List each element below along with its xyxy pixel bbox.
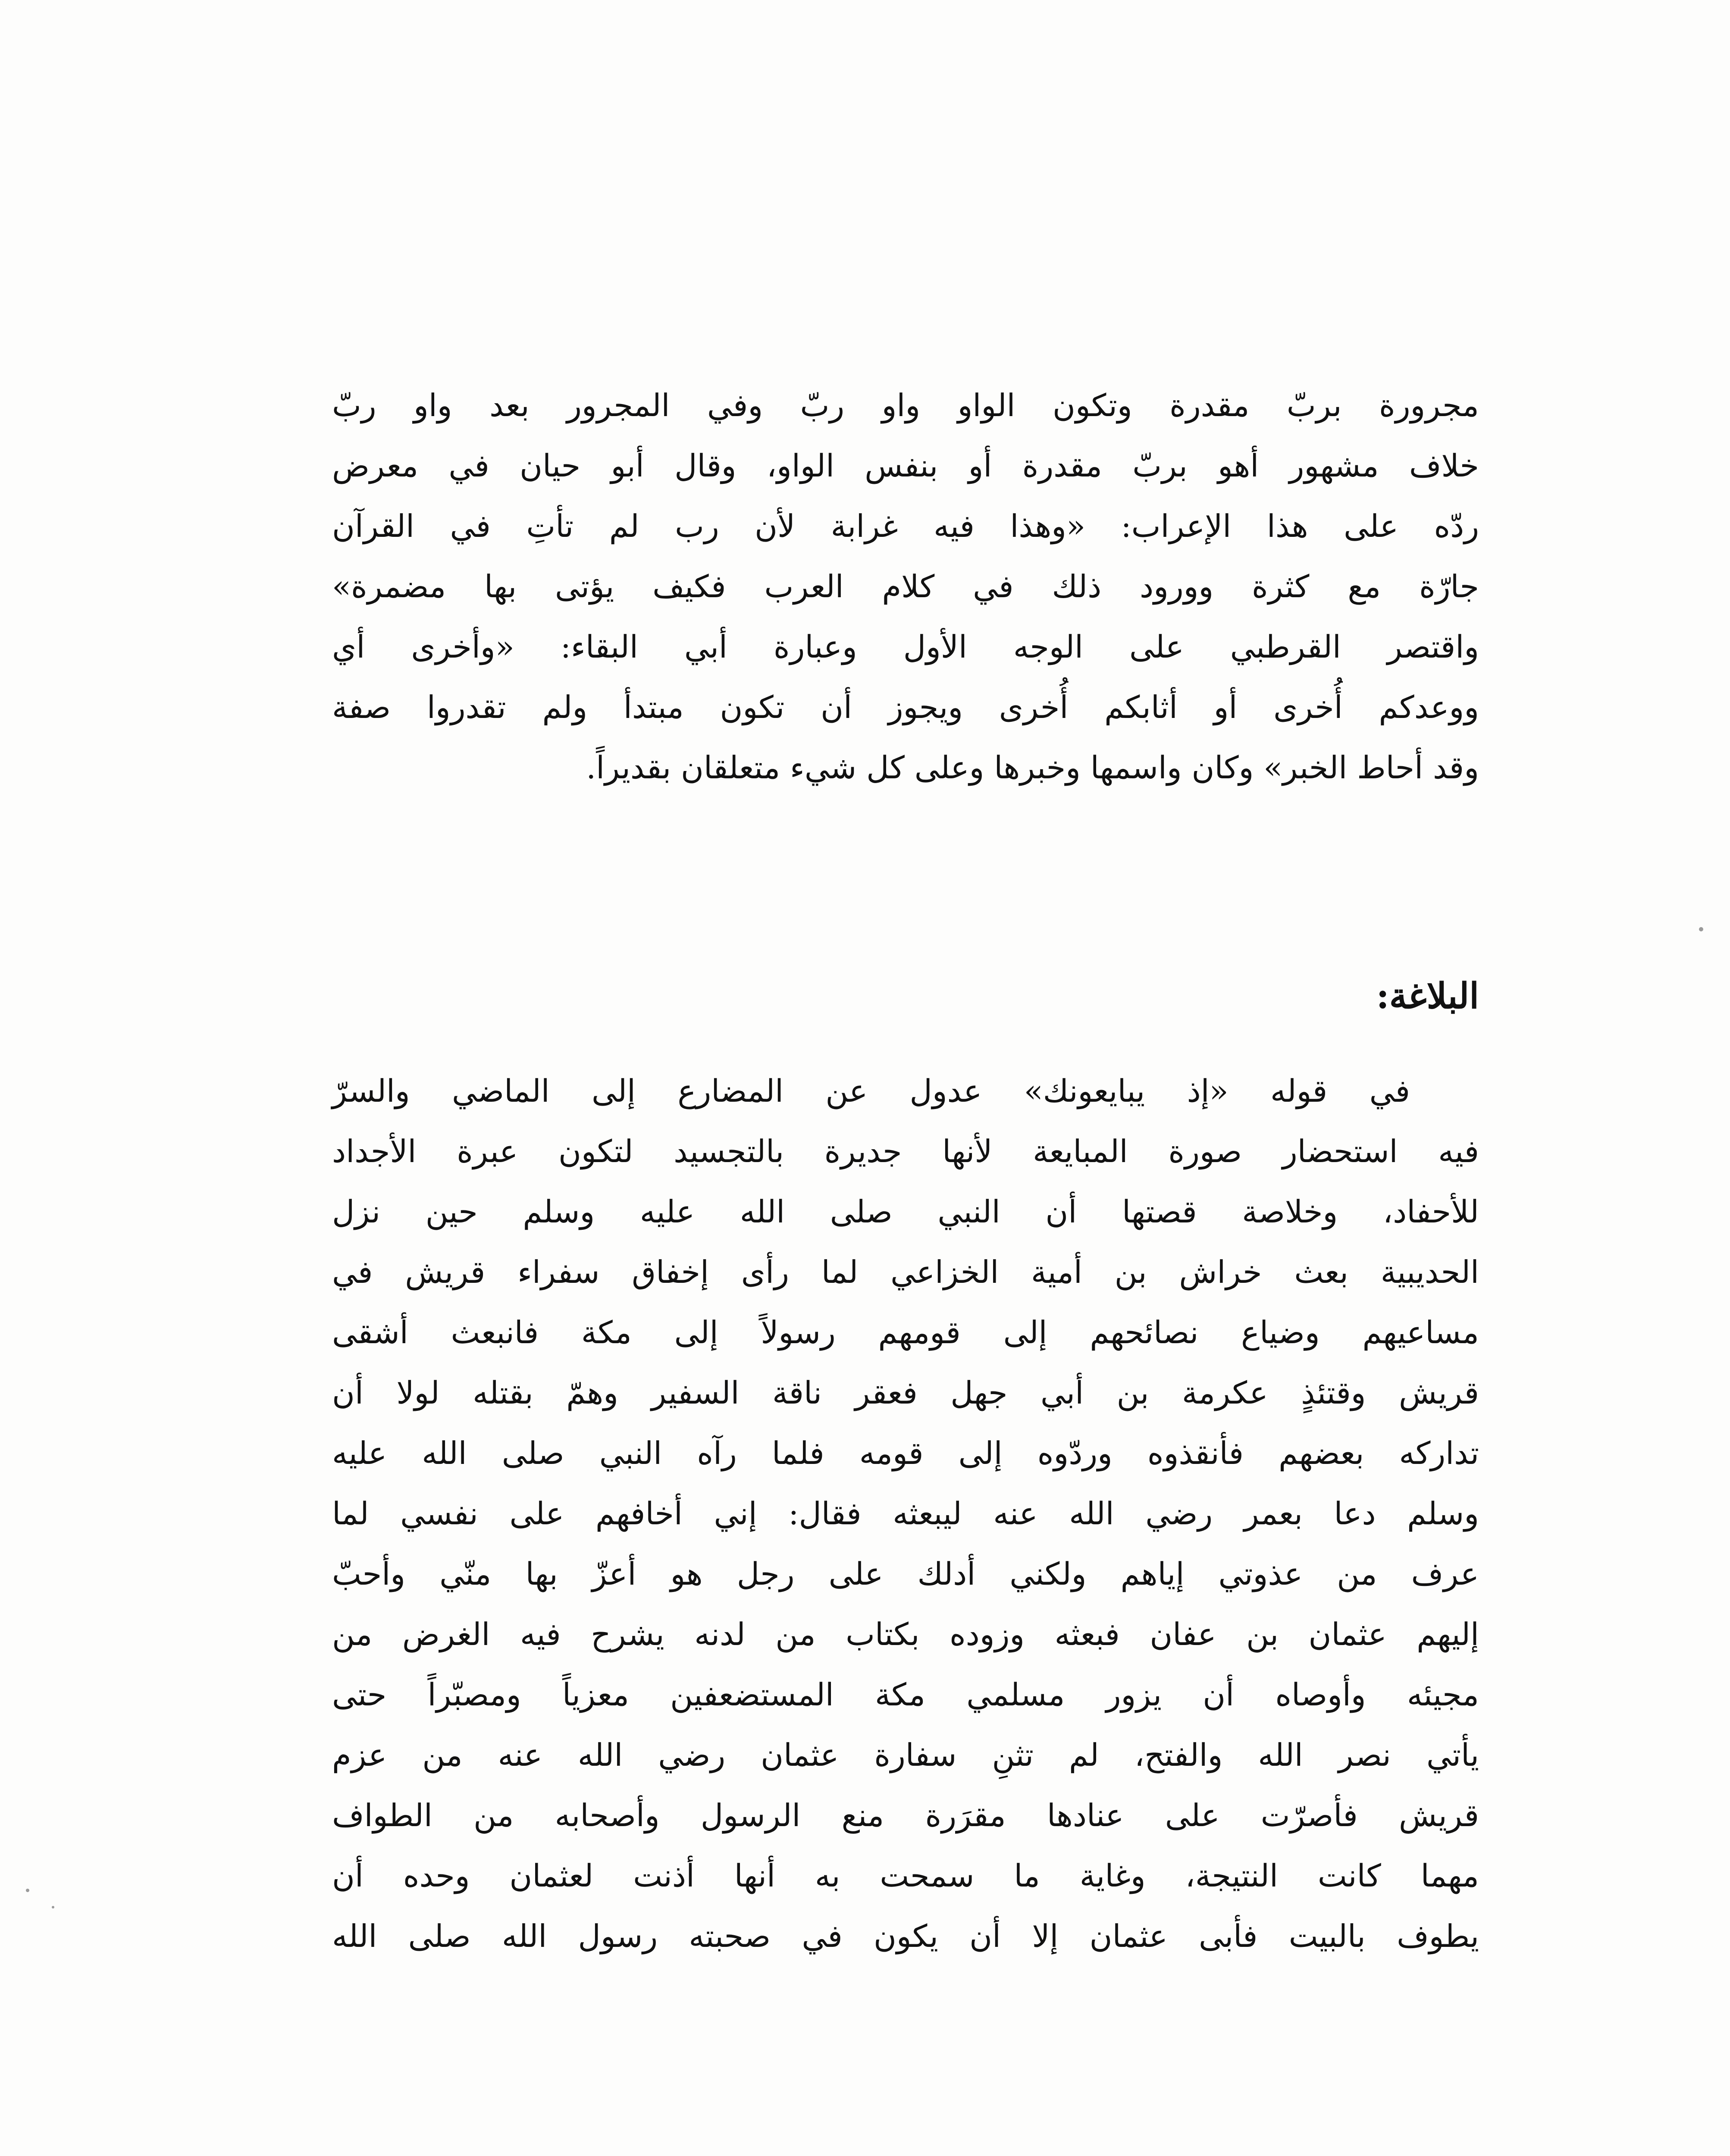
text-line: يأتي نصر الله والفتح، لم تثنِ سفارة عثمان رضي الله عنه من عزم [332,1737,1479,1773]
text-line: مساعيهم وضياع نصائحهم إلى قومهم رسولاً إلى مكة فانبعث أشقى [332,1314,1479,1351]
paragraph-balagha [332,1061,1479,1966]
text-line: تداركه بعضهم فأنقذوه وردّوه إلى قومه فلما رآه النبي صلى الله عليه [332,1435,1479,1471]
text-line: جارّة مع كثرة وورود ذلك في كلام العرب فكيف يؤتى بها مضمرة» [332,568,1479,605]
text-line: قريش فأصرّت على عنادها مقرَرة منع الرسول وأصحابه من الطواف [332,1797,1479,1833]
text-line: واقتصر القرطبي على الوجه الأول وعبارة أبي البقاء: «وأخرى أي [332,629,1479,665]
text-line: مهما كانت النتيجة، وغاية ما سمحت به أنها أذنت لعثمان وحده أن [332,1858,1479,1894]
scan-speck [52,1906,54,1908]
text-line: مجرورة بربّ مقدرة وتكون الواو واو ربّ وفي المجرور بعد واو ربّ [332,387,1479,423]
text-line: ووعدكم أُخرى أو أثابكم أُخرى ويجوز أن تكون مبتدأ ولم تقدروا صفة [332,689,1479,725]
text-line: ردّه على هذا الإعراب: «وهذا فيه غرابة لأن رب لم تأتِ في القرآن [332,508,1479,544]
text-line: في قوله «إذ يبايعونك» عدول عن المضارع إلى الماضي والسرّ [332,1073,1410,1109]
section-heading: البلاغة: [1376,975,1479,1017]
scan-speck [1699,927,1703,931]
text-line: وقد أحاط الخبر» وكان واسمها وخبرها وعلى كل شيء متعلقان بقديراً. [586,749,1479,786]
text-line: وسلم دعا بعمر رضي الله عنه ليبعثه فقال: إني أخافهم على نفسي لما [332,1495,1479,1532]
text-line: إليهم عثمان بن عفان فبعثه وزوده بكتاب من لدنه يشرح فيه الغرض من [332,1616,1479,1652]
text-line: للأحفاد، وخلاصة قصتها أن النبي صلى الله عليه وسلم حين نزل [332,1194,1479,1230]
paragraph-grammar [332,375,1479,798]
text-line: عرف من عذوتي إياهم ولكني أدلك على رجل هو أعزّ بها منّي وأحبّ [332,1556,1479,1592]
text-line: مجيئه وأوصاه أن يزور مسلمي مكة المستضعفين معزياً ومصبّراً حتى [332,1677,1479,1713]
scan-speck [26,1889,29,1892]
text-line: الحديبية بعث خراش بن أمية الخزاعي لما رأى إخفاق سفراء قريش في [332,1254,1479,1290]
text-line: خلاف مشهور أهو بربّ مقدرة أو بنفس الواو، وقال أبو حيان في معرض [332,448,1479,484]
text-line: يطوف بالبيت فأبى عثمان إلا أن يكون في صحبته رسول الله صلى الله [332,1918,1479,1954]
text-line: قريش وقتئذٍ عكرمة بن أبي جهل فعقر ناقة السفير وهمّ بقتله لولا أن [332,1375,1479,1411]
text-line: فيه استحضار صورة المبايعة لأنها جديرة بالتجسيد لتكون عبرة الأجداد [332,1133,1479,1169]
